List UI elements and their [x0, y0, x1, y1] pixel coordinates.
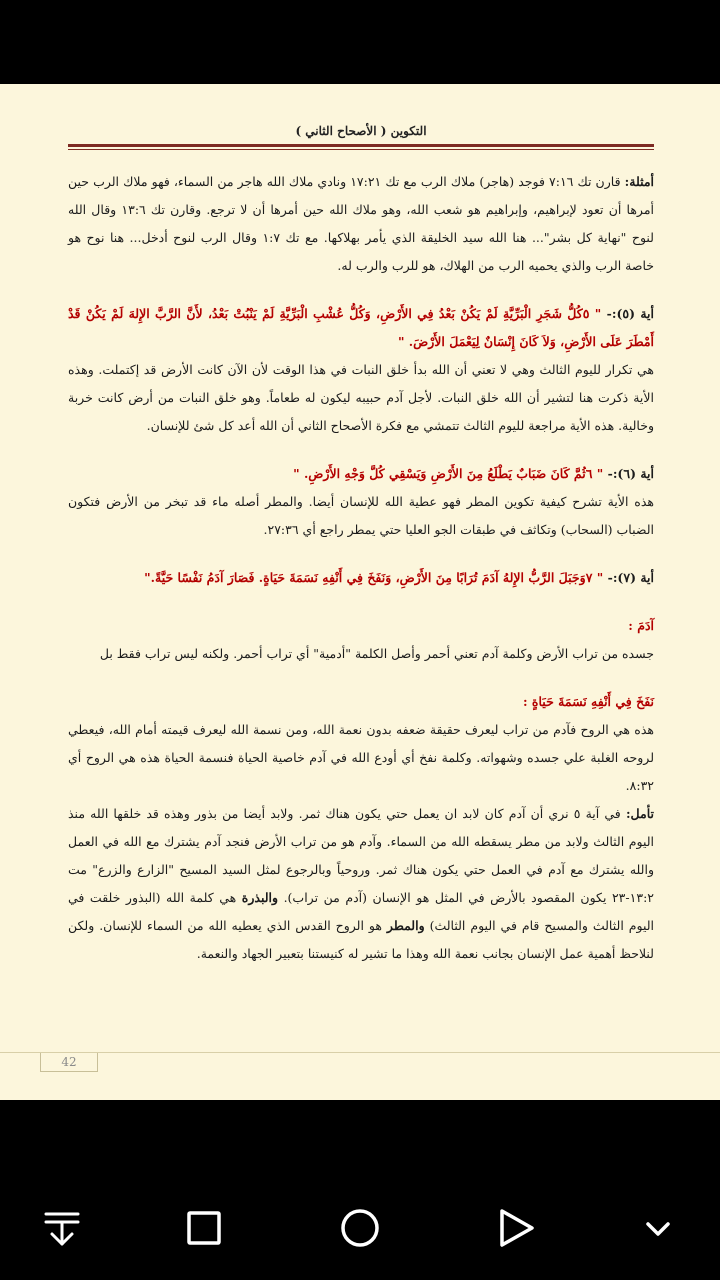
- verse-7-quote: " ٧وَجَبَلَ الرَّبُّ الإِلهُ آدَمَ تُرَابًا مِنَ الأَرْضِ، وَنَفَخَ فِي أَنْفِهِ نَسَمَةَ حَيَاةٍ. فَصَارَ آدَمُ نَفْسًا حَيَّةً.": [144, 570, 604, 585]
- status-bar: [0, 0, 720, 84]
- footer-rule: [0, 1052, 720, 1053]
- header-rule-thin: [68, 149, 654, 150]
- verse-6-label: أية (٦):-: [603, 466, 654, 481]
- examples-paragraph: [68, 168, 654, 280]
- adam-commentary: جسده من تراب الأرض وكلمة آدم تعني أحمر وأصل الكلمة "أدمية" أي تراب أحمر. ولكنه ليس تراب فقط بل: [99, 646, 654, 661]
- document-page[interactable]: [0, 84, 720, 1100]
- scroll-to-end-icon[interactable]: [40, 1206, 84, 1250]
- breath-heading: نَفَخَ فِي أَنْفِهِ نَسَمَةَ حَيَاةٍ :: [522, 694, 654, 709]
- navigation-bar: [0, 1100, 720, 1280]
- verse-7: [68, 564, 654, 592]
- meditation-text-1: في آية ٥ نري أن آدم كان لابد ان يعمل حتي يكون هناك ثمر. ولابد أيضا من بذور وهذه قد خلقها الله منذ اليوم الثالث ولابد من مطر يسقطه الله من السماء. وآدم هو من تراب الأرض فنجد آدم يشترك مع الله في العمل والله يشترك مع آدم في العمل حتي يكون هناك ثمر. وروحياً وبالرجوع لمثل السيد المسيح "الزارع والزرع" مت ١٣:٢-٢٣ يكون المقصود بالأرض في المثل هو الإنسان (آدم من تراب).: [68, 806, 654, 905]
- recent-apps-icon[interactable]: [182, 1206, 226, 1250]
- verse-5-commentary: هي تكرار لليوم الثالث وهي لا تعني أن الله بدأ خلق النبات في هذا الوقت لأن الآن كانت الأرض قد إكتملت. وهذه الأية ذكرت هنا لتشير أن الله خلق النبات. لأجل آدم حبيبه ليكون له طعاماً. وهو خلق النبات من أرض كانت خربة وخالية. هذه الأية مراجعة لليوم الثالث تتمشي مع فكرة الأصحاح الثاني أن الله أعد كل شئ للإنسان.: [68, 362, 654, 433]
- verse-7-label: أية (٧):-: [603, 570, 654, 585]
- verse-6-quote: " ٦ثُمَّ كَانَ ضَبَابٌ يَطْلَعُ مِنَ الأَرْضِ وَيَسْقِي كُلَّ وَجْهِ الأَرْضِ. ": [293, 466, 604, 481]
- verse-6-commentary: هذه الأية تشرح كيفية تكوين المطر فهو عطية الله للإنسان أيضا. والمطر أصله ماء قد تبخر من الأرض فتكون الضباب (السحاب) وتكاثف في طبقات الجو العليا حتي يمطر راجع أي ٢٧:٣٦.: [68, 494, 654, 537]
- examples-text: قارن تك ٧:١٦ فوجد (هاجر) ملاك الرب مع تك ١٧:٢١ ونادي ملاك الله هاجر من السماء، فهو ملاك الرب حين أمرها أن تعود لإبراهيم، وإبراهيم هو شعب الله، وهو ملاك الله حين أمرها أن لا ترجع. وقارن تك ١٣:٦ وقال الله لنوح "نهاية كل بشر"... هنا الله سيد الخليقة الذي يأمر بهلاكها. مع تك ١:٧ وقال الرب لنوح أدخل... هنا نوح هو خاصة الرب والذي يحميه الرب من الهلاك، هو للرب والرب له.: [68, 174, 654, 273]
- page-header: التكوين ( الأصحاح الثاني ): [295, 124, 427, 138]
- meditation-label: تأمل:: [625, 806, 655, 821]
- header-rule-thick: [68, 144, 654, 147]
- examples-label: أمثلة:: [624, 174, 655, 189]
- meditation-text-2: هي كلمة الله (البذور خلقت في اليوم الثالث والمسيح قام في اليوم الثالث): [68, 890, 654, 933]
- page-content: [68, 168, 654, 968]
- verse-5: [68, 300, 654, 356]
- verse-6: [68, 460, 654, 488]
- meditation-bold-rain: والمطر: [386, 918, 425, 933]
- meditation-text-3: هو الروح القدس الذي يعطيه الله من السماء للإنسان. ولكن لنلاحظ أهمية عمل الإنسان بجانب نعمة الله وهذا ما تشير له كنيستنا بتعبير الجهاد والنعمة.: [68, 918, 654, 961]
- home-icon[interactable]: [338, 1206, 382, 1250]
- page-number: 42: [40, 1053, 98, 1072]
- adam-heading: آدَمَ :: [628, 618, 654, 633]
- meditation-bold-seed: والبذرة: [241, 890, 279, 905]
- breath-commentary: هذه هي الروح فآدم من تراب ليعرف حقيقة ضعفه بدون نعمة الله، ومن نسمة الله ليعرف قيمته أمام الله، فيعطي لروحه الغلبة علي جسده وشهواته. وكلمة نفخ أي أودع الله في آدم خاصية الحياة فنسمة الحياة هذه هي الروح أي ٨:٣٢.: [68, 722, 654, 793]
- verse-5-quote: " ٥كُلُّ شَجَرِ الْبَرِّيَّةِ لَمْ يَكُنْ بَعْدُ فِي الأَرْضِ، وَكُلُّ عُشْبِ الْبَرِّيَّةِ لَمْ يَنْبُتْ بَعْدُ، لأَنَّ الرَّبَّ الإِلهَ لَمْ يَكُنْ قَدْ أَمْطَرَ عَلَى الأَرْضِ، وَلاَ كَانَ إِنْسَانٌ لِيَعْمَلَ الأَرْضَ. ": [68, 306, 654, 349]
- meditation-paragraph: [68, 800, 654, 968]
- verse-5-label: أية (٥):-: [601, 306, 654, 321]
- back-icon[interactable]: [494, 1206, 538, 1250]
- hide-nav-icon[interactable]: [636, 1206, 680, 1250]
